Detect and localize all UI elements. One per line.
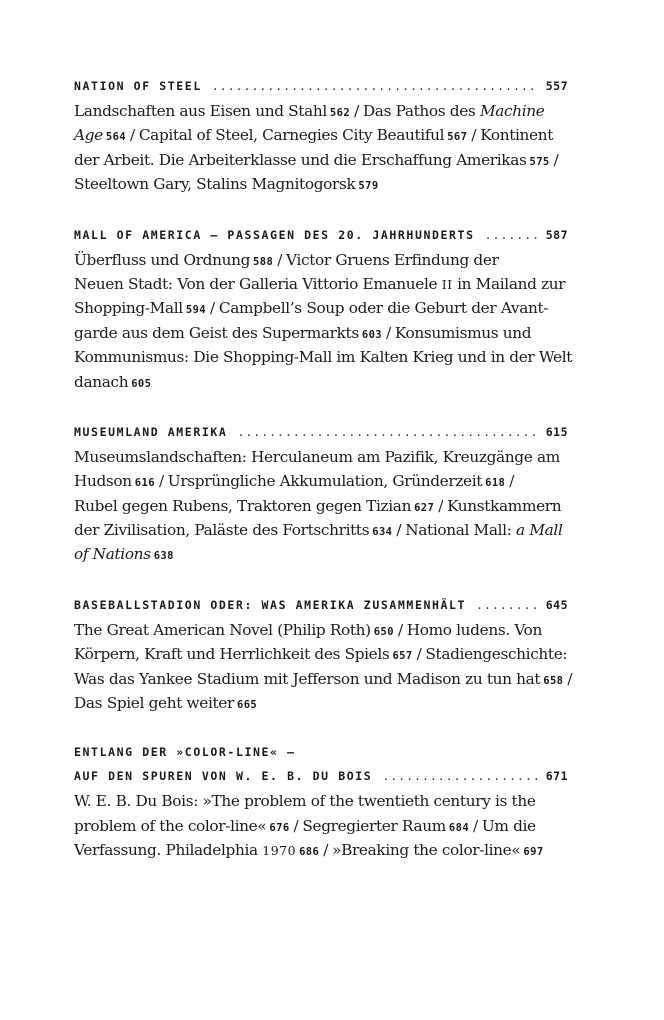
roman-numeral: II	[441, 276, 453, 292]
text-run: National Mall:	[405, 521, 517, 540]
leader-dots	[382, 764, 538, 789]
separator: /	[553, 150, 559, 169]
page-number: 616	[134, 477, 155, 490]
page-number: 650	[373, 625, 394, 638]
text-run: Kunstkammern	[447, 496, 562, 515]
text-run: Campbell’s Soup oder die Geburt der Avant-	[218, 299, 549, 318]
text-line	[74, 667, 573, 691]
toc-heading-page: 587	[545, 227, 568, 242]
text-run: Stadiengeschichte:	[425, 645, 568, 664]
text-line	[74, 248, 568, 272]
text-run: Was das Yankee Stadium mit Jefferson und Madison zu tun hat	[74, 669, 541, 688]
text-line	[74, 345, 573, 369]
separator: /	[277, 250, 283, 269]
text-line	[74, 642, 568, 666]
page-number: 634	[372, 526, 393, 539]
text-line	[74, 494, 568, 518]
toc-heading[interactable]	[74, 764, 568, 789]
toc-heading-title: AUF DEN SPUREN VON W. E. B. DU BOIS	[74, 769, 373, 784]
separator: /	[397, 620, 403, 639]
toc-heading-page: 557	[545, 79, 568, 93]
toc-heading-title: MUSEUMLAND AMERIKA	[74, 424, 228, 439]
page-number: 684	[448, 821, 470, 834]
toc-entry-text	[74, 99, 568, 197]
text-line	[74, 370, 568, 394]
text-run: Victor Gruens Erfindung der	[286, 250, 499, 269]
separator: /	[416, 645, 422, 664]
text-run: Homo ludens. Von	[406, 620, 543, 639]
page-number: 658	[543, 674, 564, 687]
text-line	[74, 99, 568, 123]
text-run: Rubel gegen Rubens, Traktoren gegen Tizian	[74, 496, 412, 515]
text-run: The Great American Novel (Philip Roth)	[74, 620, 371, 639]
toc-heading-page: 615	[545, 424, 568, 439]
toc-heading[interactable]	[74, 223, 568, 248]
separator: /	[438, 496, 444, 515]
text-run: Das Pathos des	[362, 102, 480, 120]
separator: /	[386, 323, 391, 342]
leader-dots	[485, 223, 539, 248]
text-run: der Zivilisation, Paläste des Fortschritts	[74, 521, 370, 540]
text-run: »Breaking the color-line«	[332, 841, 521, 860]
separator: /	[354, 102, 359, 120]
text-run: garde aus dem Geist des Supermarkts	[74, 323, 359, 342]
toc-entry-nation-of-steel	[74, 74, 568, 197]
text-run: Um die	[481, 816, 536, 835]
toc-heading-page: 671	[545, 769, 568, 784]
leader-dots	[212, 74, 539, 99]
page-number: 697	[523, 846, 544, 859]
text-line	[74, 272, 568, 296]
toc-entry-baseballstadion	[74, 593, 573, 716]
text-run: Konsumismus und	[394, 323, 532, 342]
page-number: 564	[105, 131, 127, 144]
text-line	[74, 838, 568, 862]
page-number: 594	[185, 304, 207, 317]
text-line	[74, 148, 568, 172]
page-number: 579	[358, 180, 379, 193]
separator: /	[293, 816, 299, 835]
text-run: Steeltown Gary, Stalins Magnitogorsk	[74, 175, 356, 194]
text-run: Körpern, Kraft und Herrlichkeit des Spiels	[74, 645, 390, 664]
text-line	[74, 789, 568, 813]
toc-heading[interactable]	[74, 420, 568, 445]
page-number: 638	[153, 550, 174, 563]
toc-entry-mall-of-america	[74, 223, 573, 394]
separator: /	[210, 299, 215, 318]
text-run: W. E. B. Du Bois: »The problem of the twentieth century is the	[74, 792, 536, 811]
separator: /	[323, 841, 329, 860]
text-run: Landschaften aus Eisen und Stahl	[74, 102, 327, 120]
toc-heading-first-line[interactable]: ENTLANG DER »COLOR-LINE« –	[74, 745, 296, 760]
page-number: 665	[236, 699, 258, 712]
text-run: Kontinent	[480, 126, 554, 145]
text-line	[74, 296, 568, 320]
toc-heading-title: BASEBALLSTADION ODER: WAS AMERIKA ZUSAMMENHÄLT	[74, 597, 467, 612]
text-line	[74, 542, 568, 566]
text-run: Hudson	[74, 472, 132, 491]
text-run: Verfassung. Philadelphia	[74, 841, 263, 860]
text-line	[74, 469, 568, 493]
page-number: 605	[131, 377, 152, 390]
text-line	[74, 172, 568, 196]
text-line	[74, 123, 568, 147]
page-number: 588	[253, 255, 274, 268]
toc-entry-color-line	[74, 741, 568, 862]
oldstyle-number: 1970	[262, 843, 297, 859]
text-run: Capital of Steel, Carnegies City Beautiful	[138, 126, 445, 145]
page-number: 657	[392, 650, 413, 663]
page-number: 618	[485, 477, 506, 490]
text-run: in Mailand zur	[452, 274, 566, 293]
text-run: Ursprüngliche Akkumulation, Gründerzeit	[167, 472, 483, 491]
text-run: Überfluss und Ordnung	[74, 250, 251, 269]
text-line	[74, 618, 568, 642]
page-number: 627	[414, 501, 435, 514]
toc-heading[interactable]	[74, 593, 568, 618]
toc-entry-text	[74, 248, 573, 394]
text-run: Museumslandschaften: Herculaneum am Pazifik, Kreuzgänge am	[74, 447, 560, 466]
text-run: danach	[74, 372, 129, 391]
separator: /	[567, 669, 573, 688]
page-number: 575	[529, 155, 550, 168]
toc-heading[interactable]	[74, 74, 568, 99]
text-run-italic: Machine	[479, 102, 545, 120]
text-line	[74, 518, 568, 542]
separator: /	[471, 126, 477, 145]
page-number: 686	[299, 846, 320, 859]
toc-entry-text	[74, 445, 568, 567]
separator: /	[158, 472, 164, 491]
separator: /	[473, 816, 478, 835]
text-run-italic: Age	[74, 126, 103, 145]
toc-heading-title: MALL OF AMERICA – PASSAGEN DES 20. JAHRHUNDERTS	[74, 227, 475, 242]
toc-entry-text	[74, 618, 573, 716]
leader-dots	[476, 593, 539, 618]
page-number: 676	[269, 821, 290, 834]
toc-entry-museumland-amerika	[74, 420, 568, 567]
toc-heading-title: NATION OF STEEL	[74, 79, 202, 93]
text-run: Segregierter Raum	[302, 816, 446, 835]
text-run-italic: of Nations	[74, 545, 151, 564]
toc-heading-page: 645	[545, 597, 568, 612]
text-run-italic: a Mall	[516, 521, 563, 540]
leader-dots	[237, 420, 538, 445]
text-run: Kommunismus: Die Shopping-Mall im Kalten Krieg und in der Welt	[74, 348, 573, 367]
page-number: 562	[329, 107, 351, 119]
text-run: problem of the color-line«	[74, 816, 267, 835]
separator: /	[509, 472, 515, 491]
page-number: 603	[361, 328, 383, 341]
text-line	[74, 445, 568, 469]
text-line	[74, 814, 568, 838]
text-run: der Arbeit. Die Arbeiterklasse und die Erschaffung Amerikas	[74, 150, 527, 169]
text-run: Shopping-Mall	[74, 299, 183, 318]
separator: /	[130, 126, 135, 145]
separator: /	[396, 521, 402, 540]
toc-entry-text	[74, 789, 568, 862]
text-line	[74, 691, 568, 715]
text-run: Das Spiel geht weiter	[74, 694, 234, 713]
page-number: 567	[447, 131, 468, 144]
text-line	[74, 321, 568, 345]
table-of-contents-page	[74, 74, 573, 889]
text-run: Neuen Stadt: Von der Galleria Vittorio Emanuele	[74, 274, 442, 293]
